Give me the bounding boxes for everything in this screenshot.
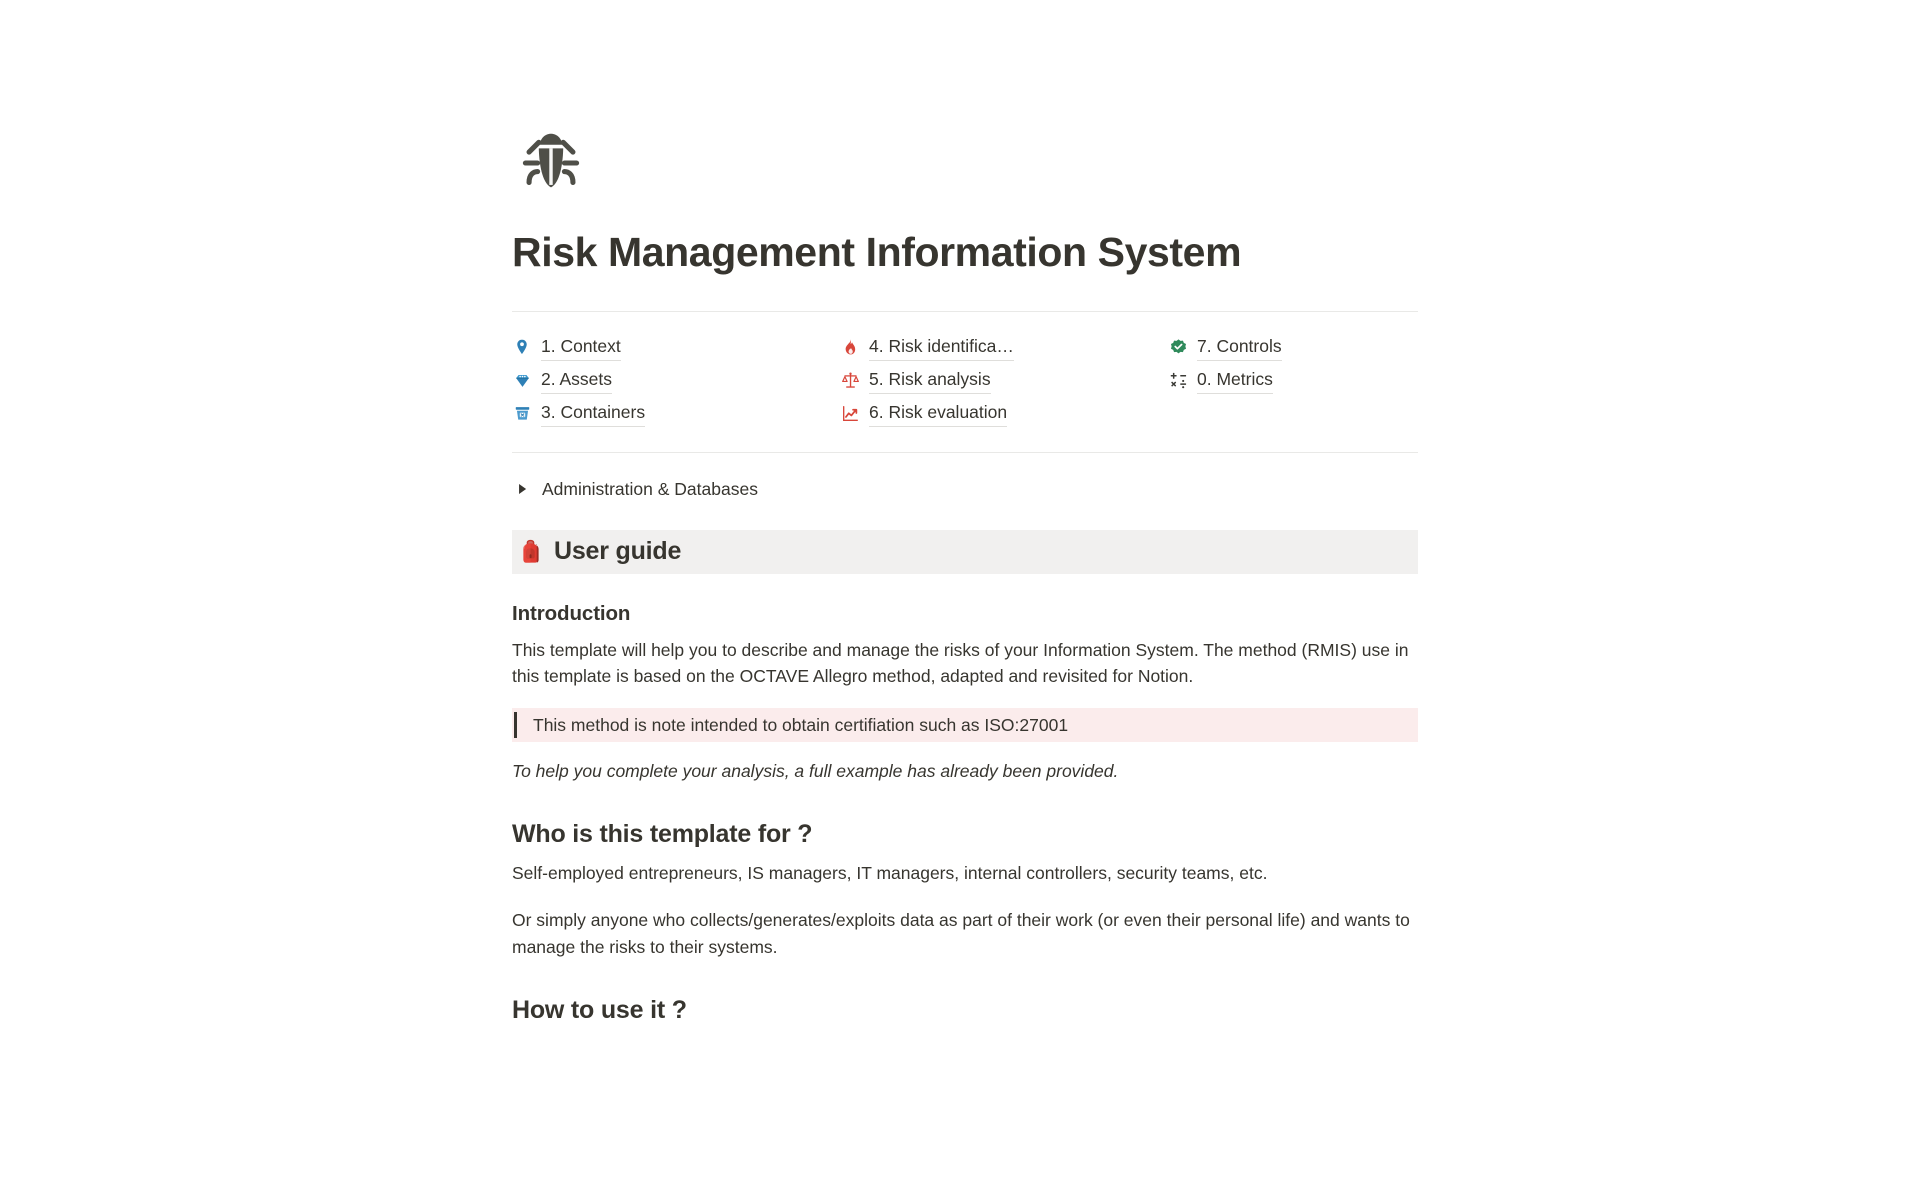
audience-paragraph-2: Or simply anyone who collects/generates/exploits data as part of their work (or even their personal life) and wants to manage the risks to their systems. <box>512 910 1410 958</box>
link-item-risk-analysis[interactable] <box>840 364 1168 397</box>
chart-trend-icon <box>840 403 860 423</box>
link-column-1 <box>512 331 840 430</box>
audience-paragraph-1: Self-employed entrepreneurs, IS managers, IT managers, internal controllers, security teams, etc. <box>512 862 1268 883</box>
fire-icon <box>840 337 860 357</box>
backpack-icon <box>515 537 545 567</box>
math-symbols-icon <box>1168 370 1188 390</box>
link-column-3 <box>1168 331 1418 430</box>
introduction-note: To help you complete your analysis, a full example has already been provided. <box>512 761 1119 782</box>
link-label: 5. Risk analysis <box>869 366 991 394</box>
user-guide-title: User guide <box>554 537 682 566</box>
introduction-paragraph: This template will help you to describe and manage the risks of your Information System. The method (RMIS) use in this template is based on the OCTAVE Allegro method, adapted and revisited for Notion. <box>512 639 1409 687</box>
link-label: 7. Controls <box>1197 333 1282 361</box>
callout-certification <box>512 708 1418 742</box>
howto-heading: How to use it ? <box>512 995 687 1024</box>
gem-icon <box>512 370 532 390</box>
link-label: 6. Risk evaluation <box>869 399 1007 427</box>
link-item-controls[interactable] <box>1168 331 1418 364</box>
user-guide-heading-band <box>512 530 1418 574</box>
link-item-risk-evaluation[interactable] <box>840 397 1168 430</box>
link-item-risk-identification[interactable] <box>840 331 1168 364</box>
verified-check-icon <box>1168 337 1188 357</box>
bug-icon[interactable] <box>512 124 590 202</box>
card-box-icon <box>512 403 532 423</box>
toggle-label: Administration & Databases <box>542 478 758 499</box>
link-item-containers[interactable] <box>512 397 840 430</box>
document-content <box>512 0 1418 1025</box>
link-item-metrics[interactable] <box>1168 364 1418 397</box>
link-item-context[interactable] <box>512 331 840 364</box>
divider-bottom <box>512 452 1418 453</box>
callout-text: This method is note intended to obtain certifiation such as ISO:27001 <box>533 715 1069 735</box>
link-label: 1. Context <box>541 333 621 361</box>
link-column-2 <box>840 331 1168 430</box>
page-link-grid <box>512 312 1418 430</box>
map-pin-icon <box>512 337 532 357</box>
link-label: 4. Risk identifica… <box>869 333 1014 361</box>
balance-scale-icon <box>840 370 860 390</box>
link-label: 0. Metrics <box>1197 366 1273 394</box>
page-title[interactable]: Risk Management Information System <box>512 229 1242 275</box>
introduction-heading: Introduction <box>512 601 631 625</box>
link-label: 2. Assets <box>541 366 612 394</box>
link-item-assets[interactable] <box>512 364 840 397</box>
audience-heading: Who is this template for ? <box>512 819 813 848</box>
triangle-right-icon[interactable] <box>512 479 532 499</box>
link-label: 3. Containers <box>541 399 645 427</box>
toggle-administration-databases[interactable] <box>512 474 1418 504</box>
